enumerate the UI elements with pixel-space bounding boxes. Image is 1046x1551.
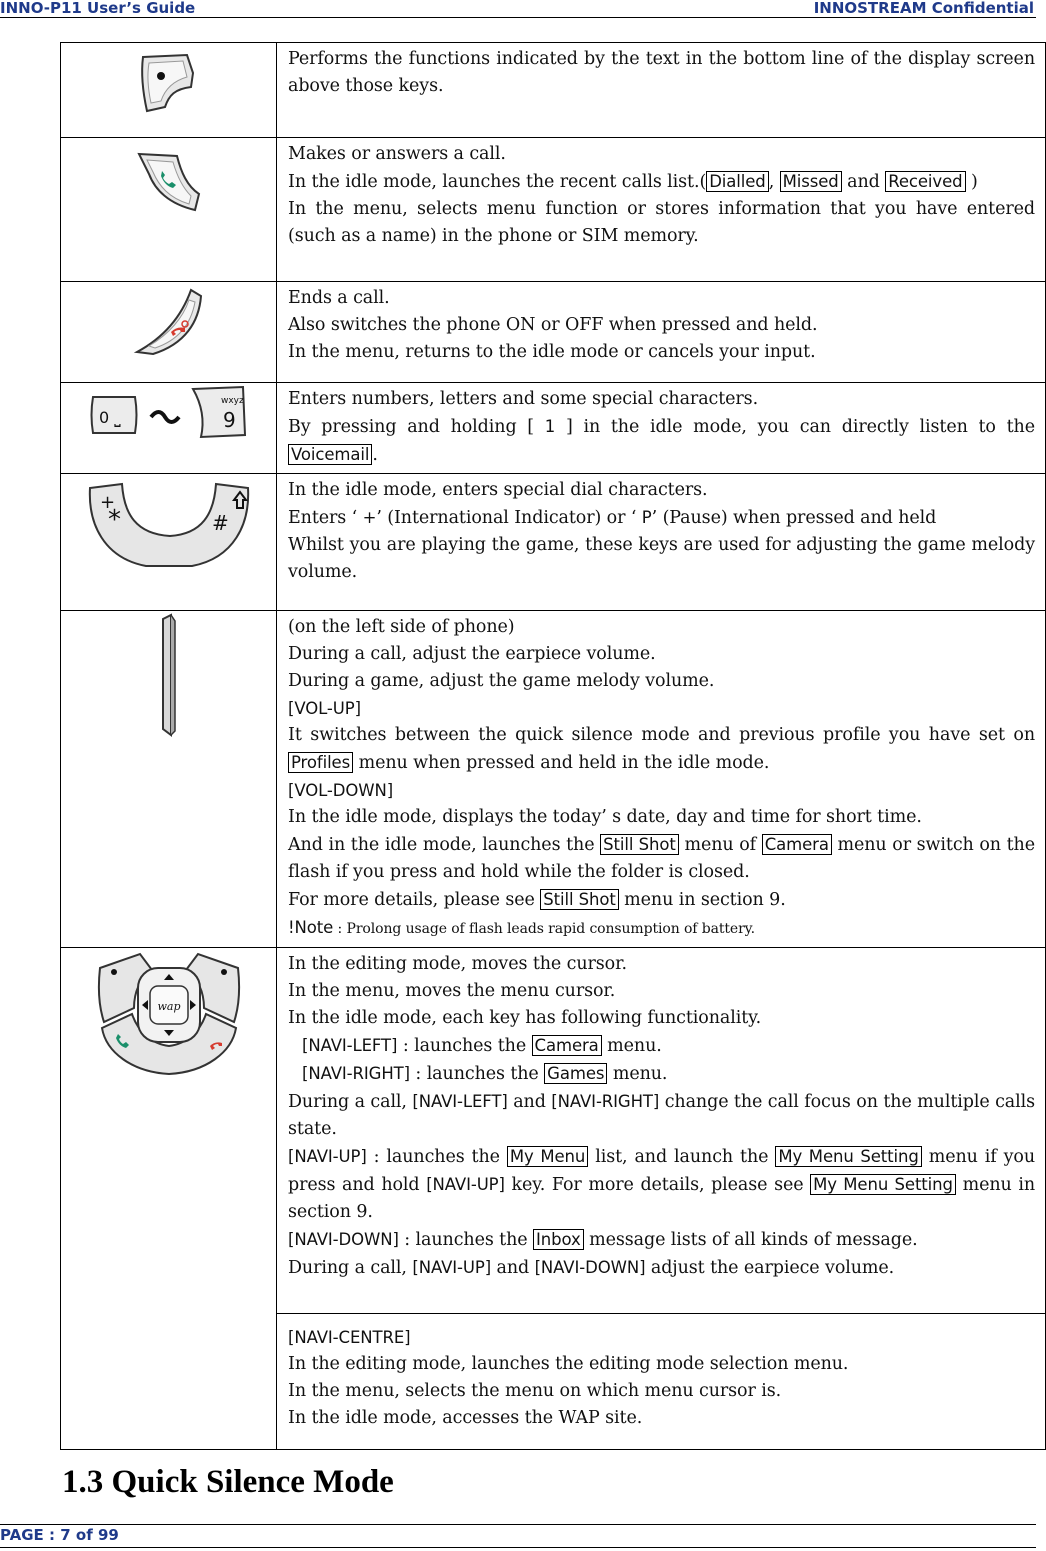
text-line: Ends a call.: [288, 288, 390, 308]
profiles-link[interactable]: Profiles: [288, 752, 353, 773]
text-line: During a call, adjust the earpiece volume.: [288, 644, 656, 664]
my-menu-link[interactable]: My Menu: [507, 1146, 588, 1167]
star-hash-keys-description: [277, 474, 1046, 611]
header-confidential: INNOSTREAM Confidential: [813, 0, 1034, 17]
text-line: [VOL-DOWN]: [288, 781, 394, 800]
icon-cell: [61, 43, 277, 138]
number-keys-icon: [89, 383, 249, 443]
soft-key-icon: [129, 43, 209, 123]
end-key-description: [277, 282, 1046, 383]
voicemail-link[interactable]: Voicemail: [288, 444, 372, 465]
games-link[interactable]: Games: [544, 1063, 607, 1084]
soft-key-description: [277, 43, 1046, 138]
inbox-link[interactable]: Inbox: [533, 1229, 584, 1250]
icon-cell: [61, 611, 277, 948]
text-line: And in the idle mode, launches the Still Shot menu of Camera menu or switch on the flash if you press and hold while the folder is closed.: [288, 835, 1035, 882]
text-line: During a game, adjust the game melody volume.: [288, 671, 715, 691]
svg-text:+: +: [99, 492, 115, 513]
page-header: [0, 0, 1036, 18]
page-footer: [0, 1524, 1036, 1548]
icon-cell: [61, 282, 277, 383]
text-line: Also switches the phone ON or OFF when pressed and held.: [288, 315, 818, 335]
send-key-description: [277, 138, 1046, 282]
text-line: In the editing mode, moves the cursor.: [288, 954, 627, 974]
text-line: In the menu, selects the menu on which menu cursor is.: [288, 1381, 782, 1401]
text-line: In the idle mode, each key has following functionality.: [288, 1008, 762, 1028]
text-line: By pressing and holding [ 1 ] in the idle mode, you can directly listen to the Voicemail .: [288, 417, 1035, 465]
send-key-icon: [129, 138, 209, 218]
side-volume-key-description: [277, 611, 1046, 948]
text-line: In the editing mode, launches the editing mode selection menu.: [288, 1354, 849, 1374]
table-row: [61, 611, 1046, 948]
table-row: [61, 948, 1046, 1314]
still-shot-link[interactable]: Still Shot: [540, 889, 618, 910]
text-line: For more details, please see Still Shot menu in section 9.: [288, 890, 786, 910]
text-line: Whilst you are playing the game, these keys are used for adjusting the game melody volume.: [288, 535, 1035, 582]
number-keys-description: [277, 383, 1046, 474]
page-number: PAGE : 7 of 99: [0, 1526, 119, 1544]
text-line: [NAVI-DOWN] : launches the Inbox message lists of all kinds of message.: [288, 1230, 918, 1250]
text-line: Enters numbers, letters and some special characters.: [288, 389, 759, 409]
end-key-icon: [129, 282, 209, 362]
icon-cell: [61, 474, 277, 611]
received-link[interactable]: Received: [885, 171, 965, 192]
navigation-keys-description: [277, 948, 1046, 1314]
my-menu-setting-link[interactable]: My Menu Setting: [810, 1174, 956, 1195]
star-hash-keys-icon: [84, 474, 254, 574]
note-line: !Note : Prolong usage of flash leads rapid consumption of battery.: [288, 918, 755, 937]
text-line: It switches between the quick silence mode and previous profile you have set on Profiles menu when pressed and held in the idle mode.: [288, 725, 1035, 773]
table-row: [61, 383, 1046, 474]
text-line: [NAVI-UP] : launches the My Menu list, and launch the My Menu Setting menu if you press and hold [NAVI-UP] key. For more details, please see My Menu Setting menu in section 9.: [288, 1147, 1036, 1222]
still-shot-link[interactable]: Still Shot: [600, 834, 679, 855]
missed-link[interactable]: Missed: [780, 171, 842, 192]
text-line: [VOL-UP]: [288, 699, 361, 718]
my-menu-setting-link[interactable]: My Menu Setting: [775, 1146, 921, 1167]
svg-text:wxyz: wxyz: [220, 396, 244, 406]
section-heading: 1.3 Quick Silence Mode: [62, 1464, 394, 1500]
text-line: Enters ‘ +’ (International Indicator) or ‘ P’ (Pause) when pressed and held: [288, 508, 937, 528]
text-line: In the idle mode, enters special dial characters.: [288, 480, 708, 500]
text-line: Makes or answers a call.: [288, 144, 506, 164]
table-row: [61, 43, 1046, 138]
icon-cell: [61, 383, 277, 474]
camera-link[interactable]: Camera: [762, 834, 832, 855]
navi-centre-description: [277, 1314, 1046, 1450]
text-line: [NAVI-LEFT] : launches the Camera menu.: [302, 1036, 662, 1056]
text-line: [NAVI-CENTRE]: [288, 1328, 411, 1347]
text-line: In the menu, moves the menu cursor.: [288, 981, 616, 1001]
svg-text:0 ⎵: 0 ⎵: [98, 408, 121, 427]
icon-cell: [61, 138, 277, 282]
svg-text:*: *: [107, 505, 121, 535]
header-doc-title: INNO-P11 User’s Guide: [0, 0, 196, 17]
svg-text:wap: wap: [156, 1000, 181, 1013]
navigation-keys-icon: [94, 948, 244, 1078]
text-line: In the idle mode, accesses the WAP site.: [288, 1408, 643, 1428]
text-line: During a call, [NAVI-UP] and [NAVI-DOWN] adjust the earpiece volume.: [288, 1258, 895, 1278]
key-function-table: [60, 42, 1046, 1450]
table-row: [61, 282, 1046, 383]
side-volume-key-icon: [149, 611, 189, 741]
text-line: (on the left side of phone): [288, 617, 515, 637]
svg-text:#: #: [211, 511, 229, 535]
text-line: In the menu, selects menu function or stores information that you have entered (such as a name) in the phone or SIM memory.: [288, 199, 1035, 246]
text-line: In the menu, returns to the idle mode or cancels your input.: [288, 342, 816, 362]
icon-cell: [61, 948, 277, 1450]
svg-text:9: 9: [222, 408, 236, 432]
camera-link[interactable]: Camera: [532, 1035, 602, 1056]
text-line: During a call, [NAVI-LEFT] and [NAVI-RIGHT] change the call focus on the multiple calls state.: [288, 1092, 1035, 1139]
text-line: Performs the functions indicated by the text in the bottom line of the display screen above those keys.: [288, 49, 1035, 96]
dialled-link[interactable]: Dialled: [706, 171, 769, 192]
text-line: In the idle mode, launches the recent calls list.( Dialled , Missed and Received ): [288, 172, 978, 192]
text-line: In the idle mode, displays the today’ s date, day and time for short time.: [288, 807, 922, 827]
text-line: [NAVI-RIGHT] : launches the Games menu.: [302, 1064, 668, 1084]
table-row: [61, 474, 1046, 611]
table-row: [61, 138, 1046, 282]
